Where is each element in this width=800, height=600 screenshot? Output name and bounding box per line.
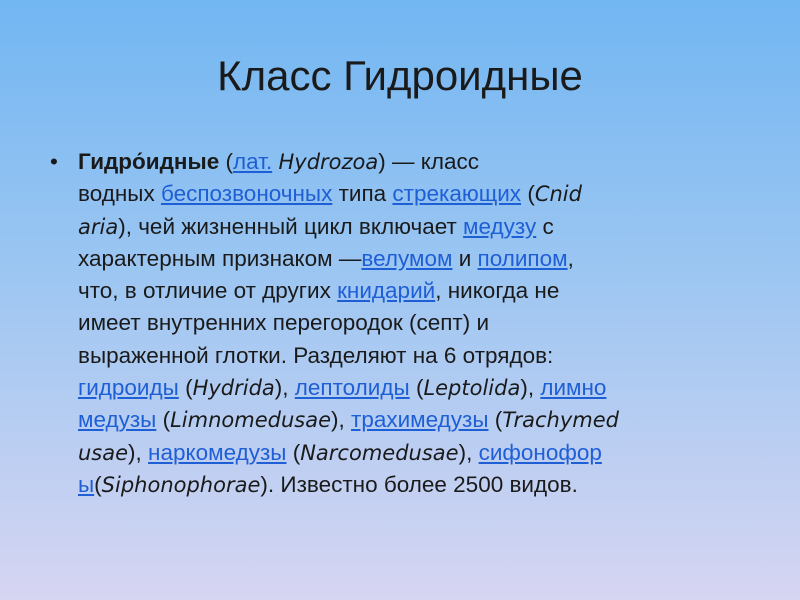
text-segment: (	[219, 149, 233, 174]
text-segment: (	[521, 181, 535, 207]
link-lat[interactable]: лат.	[232, 149, 273, 174]
text-line-9	[48, 404, 748, 436]
latin-name: Narcomedusae	[300, 440, 459, 465]
latin-name: Hydrida	[192, 376, 275, 401]
text-segment: (	[156, 407, 171, 433]
link-cnidaria[interactable]: книдарий	[337, 278, 436, 304]
text-segment: водных	[78, 181, 161, 207]
text-line-10	[48, 437, 748, 469]
bullet-point: •	[50, 149, 58, 174]
text-segment: ),	[331, 407, 352, 433]
text-line-6	[48, 307, 748, 339]
link-leptolids[interactable]: лептолиды	[294, 375, 410, 401]
text-segment: выраженной глотки. Разделяют на 6 отрядов:	[78, 342, 554, 368]
text-line-1	[48, 146, 748, 178]
text-segment: ),	[274, 375, 295, 401]
text-segment: ), чей жизненный цикл включает	[118, 213, 464, 239]
text-segment: (	[488, 407, 503, 433]
text-segment: и	[452, 245, 478, 271]
link-narcomedusae[interactable]: наркомедузы	[148, 439, 287, 465]
text-segment: типа	[332, 181, 393, 207]
text-segment: (	[94, 471, 102, 497]
text-segment: ) — класс	[378, 149, 479, 174]
text-line-2	[48, 178, 748, 210]
text-segment: ,	[567, 245, 574, 271]
text-segment: (	[178, 375, 193, 401]
link-invertebrates[interactable]: беспозвоночных	[160, 181, 333, 207]
link-limnomedusae-1[interactable]: лимно	[540, 375, 607, 401]
link-siphonophorae-2[interactable]: ы	[78, 471, 95, 497]
link-velum[interactable]: велумом	[361, 245, 453, 271]
text-segment: ),	[520, 375, 541, 401]
text-segment: ),	[128, 439, 149, 465]
text-line-7	[48, 340, 748, 372]
latin-name: Leptolida	[423, 376, 521, 401]
text-segment: характерным признаком —	[78, 245, 362, 271]
link-limnomedusae-2[interactable]: медузы	[78, 407, 157, 433]
slide-title: Класс Гидроидные	[217, 52, 583, 99]
text-segment: (	[286, 439, 301, 465]
text-segment: ),	[458, 439, 479, 465]
text-segment: ). Известно более 2500 видов.	[260, 471, 578, 497]
link-polyp[interactable]: полипом	[477, 245, 568, 271]
text-segment: (	[409, 375, 424, 401]
latin-name: Cnid	[534, 182, 582, 207]
text-line-4	[48, 243, 748, 275]
text-segment: с	[536, 213, 554, 239]
link-trachymedusae[interactable]: трахимедузы	[351, 407, 489, 433]
text-line-11	[48, 469, 748, 501]
text-segment: , никогда не	[435, 278, 560, 304]
text-segment: что, в отличие от других	[78, 278, 338, 304]
link-medusa[interactable]: медузу	[463, 213, 537, 239]
latin-name: aria	[78, 214, 119, 239]
term-bold: Гидро́идные	[78, 149, 220, 174]
link-stinging[interactable]: стрекающих	[392, 181, 522, 207]
link-siphonophorae-1[interactable]: сифонофор	[478, 439, 602, 465]
latin-name: usae	[78, 440, 129, 465]
link-hydroids[interactable]: гидроиды	[78, 375, 179, 401]
text-line-5	[48, 275, 748, 307]
text-line-3	[48, 211, 748, 243]
latin-name: Trachymed	[502, 408, 619, 433]
latin-name: Limnomedusae	[170, 408, 332, 433]
latin-name: Siphonophorae	[101, 472, 261, 497]
text-line-8	[48, 372, 748, 404]
latin-name: Hydrozoa	[278, 150, 379, 174]
text-segment: имеет внутренних перегородок (септ) и	[78, 310, 490, 336]
slide-body	[48, 146, 748, 501]
